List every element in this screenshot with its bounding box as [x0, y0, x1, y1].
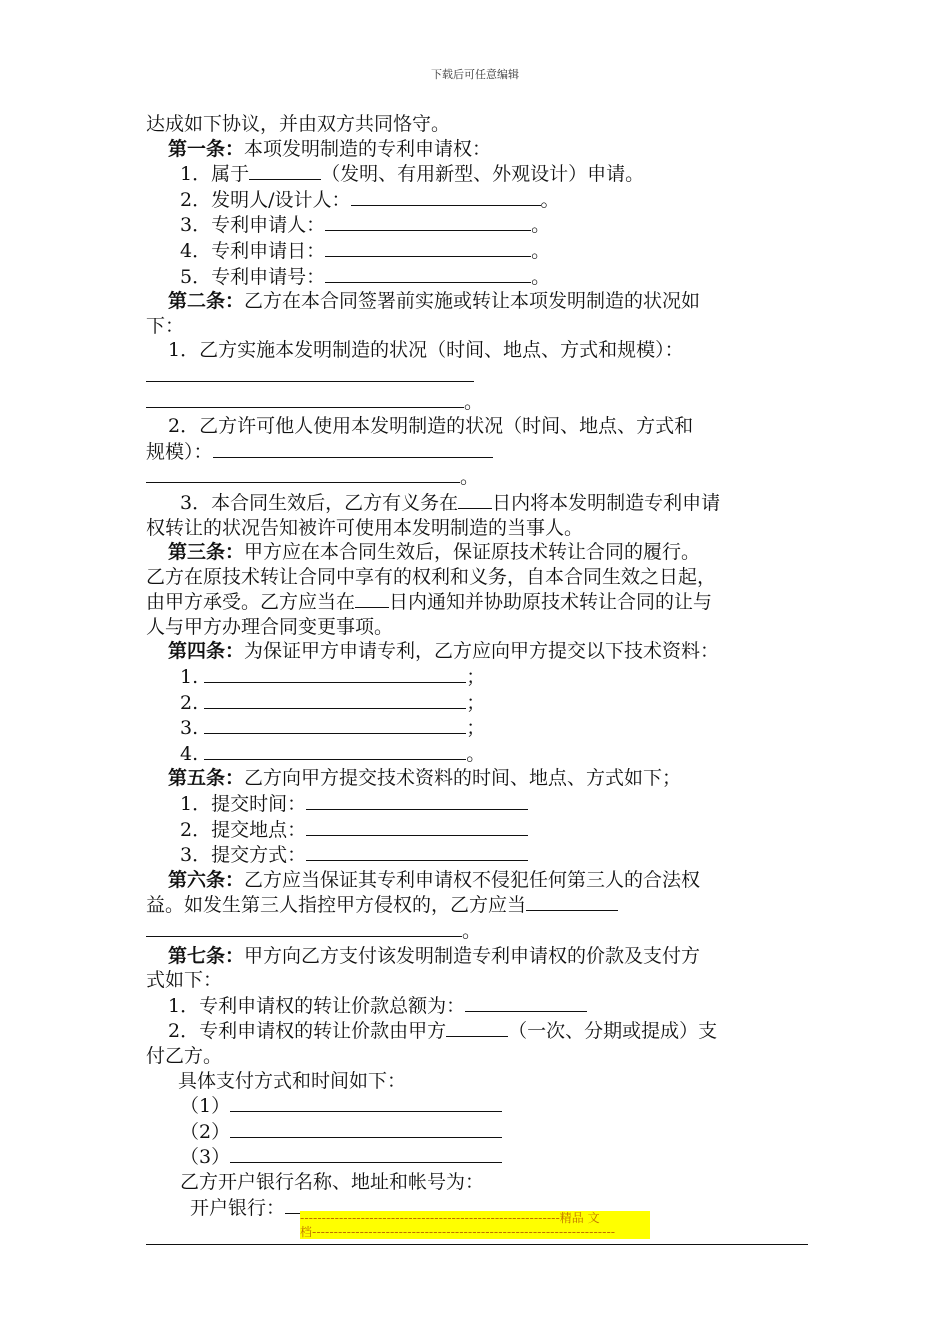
- blank-line: [204, 741, 466, 760]
- article-4-item-4: 4. 。: [180, 742, 486, 765]
- blank-line: [146, 389, 464, 408]
- payment-detail-heading: 具体支付方式和时间如下：: [178, 1069, 407, 1092]
- article-7-item-1: 1．专利申请权的转让价款总额为：: [146, 993, 808, 1019]
- payment-item-1: （1）: [146, 1093, 808, 1119]
- payment-item-2: （2）: [146, 1119, 808, 1145]
- blank-row: 。: [146, 918, 808, 944]
- contract-body: [146, 112, 808, 1220]
- bank-info-heading: 乙方开户银行名称、地址和帐号为：: [180, 1170, 485, 1193]
- article-7-heading: 第七条：甲方向乙方支付该发明制造专利申请权的价款及支付方: [168, 944, 701, 967]
- article-2-item-2: 2．乙方许可他人使用本发明制造的状况（时间、地点、方式和: [168, 415, 694, 438]
- article-5-item-3: 3．提交方式：: [146, 842, 808, 868]
- blank-row: 。: [146, 389, 808, 415]
- blank-line: [204, 690, 466, 709]
- blank-row: [146, 363, 808, 389]
- blank-line: [446, 1018, 508, 1037]
- article-5-heading: 第五条：乙方向甲方提交技术资料的时间、地点、方式如下；: [168, 767, 682, 790]
- article-2-item-3: 3．本合同生效后，乙方有义务在 日内将本发明制造专利申请: [180, 491, 721, 514]
- article-4-item-1: 1. ；: [180, 666, 486, 689]
- payment-item-3: （3）: [146, 1144, 808, 1170]
- blank-line: [465, 993, 587, 1012]
- page-header: 下载后可任意编辑: [431, 68, 519, 81]
- article-4-item-3: 3. ；: [180, 717, 486, 740]
- blank-line: [204, 664, 466, 683]
- footer-line-1: ------------------------------------------------------------精品 文: [300, 1211, 600, 1225]
- article-5-item-2: 2．提交地点：: [146, 817, 808, 843]
- blank-line: [230, 1119, 502, 1138]
- footer-watermark: [300, 1211, 650, 1239]
- article-3-heading: 第三条：甲方应在本合同生效后，保证原技术转让合同的履行。: [168, 541, 701, 564]
- article-3-line-4: 人与甲方办理合同变更事项。: [146, 615, 394, 638]
- blank-line: [204, 715, 466, 734]
- blank-line: [458, 490, 492, 509]
- article-1-item-3: 3．专利申请人： 。: [180, 214, 551, 237]
- article-7-line-2: 式如下：: [146, 969, 223, 992]
- blank-line: [146, 918, 462, 937]
- article-1-item-5: 5．专利申请号： 。: [180, 265, 551, 288]
- article-1-item-4: 4．专利申请日： 。: [180, 239, 551, 262]
- article-6-heading: 第六条：乙方应当保证其专利申请权不侵犯任何第三人的合法权: [168, 868, 701, 891]
- blank-line: [146, 464, 460, 483]
- article-4-heading: 第四条：为保证甲方申请专利，乙方应向甲方提交以下技术资料：: [168, 640, 720, 663]
- article-7-item-2-cont: 付乙方。: [146, 1044, 223, 1067]
- blank-line: [146, 363, 474, 382]
- blank-line: [213, 439, 493, 458]
- blank-line: [230, 1144, 502, 1163]
- footer-line-2: 档----------------------------------------------------------------------: [300, 1225, 616, 1239]
- article-5-item-1: 1．提交时间：: [146, 791, 808, 817]
- blank-line: [325, 238, 531, 257]
- article-2-item-1: 1．乙方实施本发明制造的状况（时间、地点、方式和规模）：: [168, 339, 684, 362]
- article-6-line-2: 益。如发生第三人指控甲方侵权的，乙方应当: [146, 892, 808, 918]
- blank-row: 。: [146, 464, 808, 490]
- blank-line: [306, 791, 528, 810]
- article-1-item-2: 2．发明人/设计人： 。: [180, 188, 560, 211]
- footer-divider: [146, 1244, 808, 1245]
- article-4-item-2: 2. ；: [180, 691, 486, 714]
- article-3-line-2: 乙方在原技术转让合同中享有的权利和义务，自本合同生效之日起，: [146, 565, 717, 588]
- article-2-heading: 第二条：乙方在本合同签署前实施或转让本项发明制造的状况如: [168, 290, 701, 313]
- blank-line: [355, 589, 389, 608]
- article-2-cont: 下：: [146, 314, 185, 337]
- article-1-item-1: 1．属于 （发明、有用新型、外观设计）申请。: [180, 163, 645, 186]
- blank-line: [306, 817, 528, 836]
- blank-line: [306, 842, 528, 861]
- blank-line: [230, 1093, 502, 1112]
- article-2-item-3-cont: 权转让的状况告知被许可使用本发明制造的当事人。: [146, 516, 584, 539]
- blank-line: [526, 892, 618, 911]
- blank-line: [325, 212, 531, 231]
- article-7-item-2: 2．专利申请权的转让价款由甲方 （一次、分期或提成）支: [168, 1020, 718, 1043]
- intro-line: 达成如下协议，并由双方共同恪守。: [146, 113, 451, 135]
- blank-line: [351, 187, 541, 206]
- blank-line: [325, 264, 531, 283]
- article-1-heading: 第一条：本项发明制造的专利申请权：: [168, 137, 492, 160]
- bank-line: 开户银行：: [146, 1195, 808, 1221]
- article-2-item-2-cont: 规模）：: [146, 439, 808, 465]
- blank-line: [249, 161, 321, 180]
- article-3-line-3: 由甲方承受。乙方应当在 日内通知并协助原技术转让合同的让与: [146, 591, 713, 614]
